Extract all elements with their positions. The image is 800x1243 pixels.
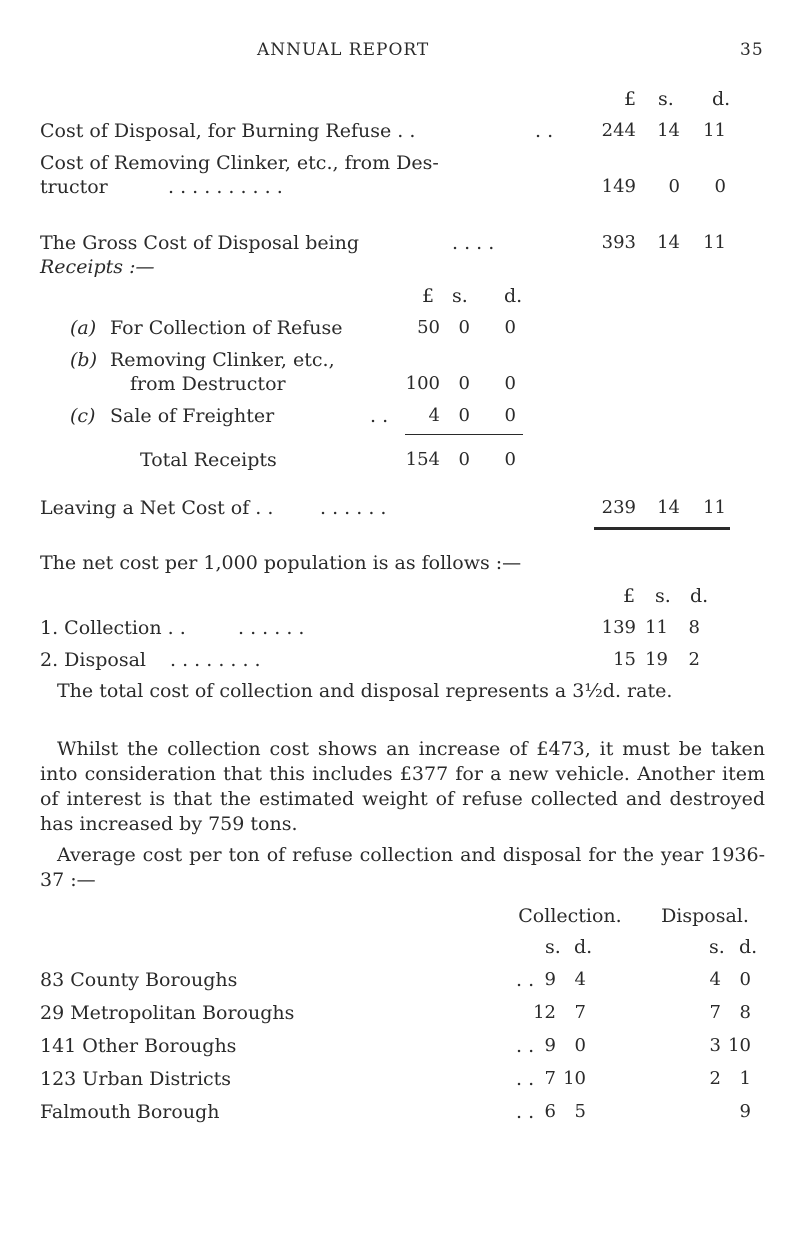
receipts-sum-rule (405, 434, 523, 435)
gross-dots: . . . . (452, 232, 495, 254)
col-shillings: s. (658, 88, 674, 110)
gross-shillings: 14 (657, 232, 680, 253)
pp-collection-label: 1. Collection . . (40, 617, 186, 639)
avg-row-collection-d: 0 (574, 1035, 586, 1056)
rate-paragraph: The total cost of collection and disposal represents a 3½d. rate. (57, 680, 673, 702)
pp-disposal-pounds: 15 (613, 649, 636, 670)
gross-label: The Gross Cost of Disposal being (40, 232, 360, 254)
avg-header-disposal: Disposal. (661, 905, 749, 927)
avg-row-collection-s: 9 (544, 1035, 556, 1056)
removing-dots: . . . . . . . . . . (168, 176, 283, 198)
avg-row-collection-d: 10 (563, 1068, 586, 1089)
avg-sub-disposal-d: d. (739, 936, 758, 958)
receipt-c-label: Sale of Freighter (110, 405, 275, 427)
total-receipts-pounds: 154 (405, 449, 440, 470)
removing-pence: 0 (714, 176, 726, 197)
avg-row-disposal-d: 0 (739, 969, 751, 990)
avg-row-disposal-d: 1 (739, 1068, 751, 1089)
burning-label: Cost of Disposal, for Burning Refuse . . (40, 120, 416, 142)
avg-row-disposal-s: 4 (709, 969, 721, 990)
receipt-c-shillings: 0 (458, 405, 470, 426)
receipts-col-pounds: £ (422, 285, 435, 307)
pp-col-pence: d. (690, 585, 709, 607)
pp-disposal-pence: 2 (688, 649, 700, 670)
net-cost-dots: . . . . . . (320, 497, 387, 519)
net-cost-shillings: 14 (657, 497, 680, 518)
average-intro-paragraph: Average cost per ton of refuse collection and disposal for the year 1936-37 :— (40, 844, 765, 891)
increase-paragraph: Whilst the collection cost shows an increase of £473, it must be taken into consideration that this includes £377 for a new vehicle. Another item of interest is that the estimated weight of refuse collected and destroyed has increased by 759 tons. (40, 738, 765, 835)
burning-pence: 11 (703, 120, 726, 141)
avg-row-label: 29 Metropolitan Boroughs (40, 1002, 295, 1024)
net-cost-double-rule (594, 527, 730, 530)
removing-label-1: Cost of Removing Clinker, etc., from Des- (40, 152, 439, 174)
receipts-col-shillings: s. (452, 285, 468, 307)
receipt-a-shillings: 0 (458, 317, 470, 338)
avg-row-dots: . . (516, 1068, 535, 1090)
avg-row-disposal-d: 10 (728, 1035, 751, 1056)
burning-pounds: 244 (601, 120, 636, 141)
total-receipts-label: Total Receipts (140, 449, 277, 471)
receipt-b-label-2: from Destructor (130, 373, 286, 395)
avg-row-dots: . . (516, 969, 535, 991)
avg-row-disposal-d: 9 (739, 1101, 751, 1122)
col-pounds: £ (624, 88, 637, 110)
avg-row-collection-d: 4 (574, 969, 586, 990)
avg-row-label: Falmouth Borough (40, 1101, 220, 1123)
avg-header-collection: Collection. (518, 905, 622, 927)
receipt-c-pounds: 4 (428, 405, 440, 426)
avg-row-collection-s: 6 (544, 1101, 556, 1122)
removing-shillings: 0 (668, 176, 680, 197)
net-cost-pence: 11 (703, 497, 726, 518)
pp-col-pounds: £ (623, 585, 636, 607)
receipt-b-key: (b) (70, 349, 97, 371)
avg-row-collection-s: 12 (533, 1002, 556, 1023)
pp-disposal-dots: . . . . . . . . (170, 649, 261, 671)
receipt-c-key: (c) (70, 405, 96, 427)
pp-collection-pounds: 139 (601, 617, 636, 638)
receipts-col-pence: d. (504, 285, 523, 307)
receipt-c-dots: . . (370, 405, 389, 427)
avg-row-collection-s: 7 (544, 1068, 556, 1089)
avg-row-disposal-s: 3 (709, 1035, 721, 1056)
receipts-heading: Receipts :— (40, 256, 155, 278)
burning-shillings: 14 (657, 120, 680, 141)
receipt-a-pounds: 50 (417, 317, 440, 338)
avg-sub-collection-d: d. (574, 936, 593, 958)
avg-row-label: 123 Urban Districts (40, 1068, 232, 1090)
gross-pounds: 393 (601, 232, 636, 253)
pp-collection-pence: 8 (688, 617, 700, 638)
total-receipts-pence: 0 (504, 449, 516, 470)
avg-row-collection-s: 9 (544, 969, 556, 990)
total-receipts-shillings: 0 (458, 449, 470, 470)
gross-pence: 11 (703, 232, 726, 253)
avg-row-disposal-s: 2 (709, 1068, 721, 1089)
receipt-c-pence: 0 (504, 405, 516, 426)
burning-dots: . . (535, 120, 554, 142)
net-cost-pounds: 239 (601, 497, 636, 518)
avg-row-label: 141 Other Boroughs (40, 1035, 237, 1057)
receipt-b-pounds: 100 (405, 373, 440, 394)
receipt-a-label: For Collection of Refuse (110, 317, 343, 339)
pp-collection-shillings: 11 (645, 617, 668, 638)
avg-row-disposal-s: 7 (709, 1002, 721, 1023)
avg-row-collection-d: 5 (574, 1101, 586, 1122)
avg-row-disposal-d: 8 (739, 1002, 751, 1023)
receipt-a-pence: 0 (504, 317, 516, 338)
receipt-a-key: (a) (70, 317, 97, 339)
avg-row-label: 83 County Boroughs (40, 969, 238, 991)
per-population-intro: The net cost per 1,000 population is as follows :— (40, 552, 522, 574)
avg-sub-collection-s: s. (545, 936, 561, 958)
receipt-b-shillings: 0 (458, 373, 470, 394)
avg-row-dots: . . (516, 1101, 535, 1123)
receipt-b-label-1: Removing Clinker, etc., (110, 349, 335, 371)
avg-sub-disposal-s: s. (709, 936, 725, 958)
removing-pounds: 149 (601, 176, 636, 197)
net-cost-label: Leaving a Net Cost of . . (40, 497, 274, 519)
pp-col-shillings: s. (655, 585, 671, 607)
col-pence: d. (712, 88, 731, 110)
pp-collection-dots: . . . . . . (238, 617, 305, 639)
pp-disposal-label: 2. Disposal (40, 649, 146, 671)
avg-row-collection-d: 7 (574, 1002, 586, 1023)
pp-disposal-shillings: 19 (645, 649, 668, 670)
running-header: ANNUAL REPORT (257, 40, 430, 60)
removing-label-2: tructor (40, 176, 108, 198)
receipt-b-pence: 0 (504, 373, 516, 394)
page-number: 35 (740, 40, 764, 60)
avg-row-dots: . . (516, 1035, 535, 1057)
